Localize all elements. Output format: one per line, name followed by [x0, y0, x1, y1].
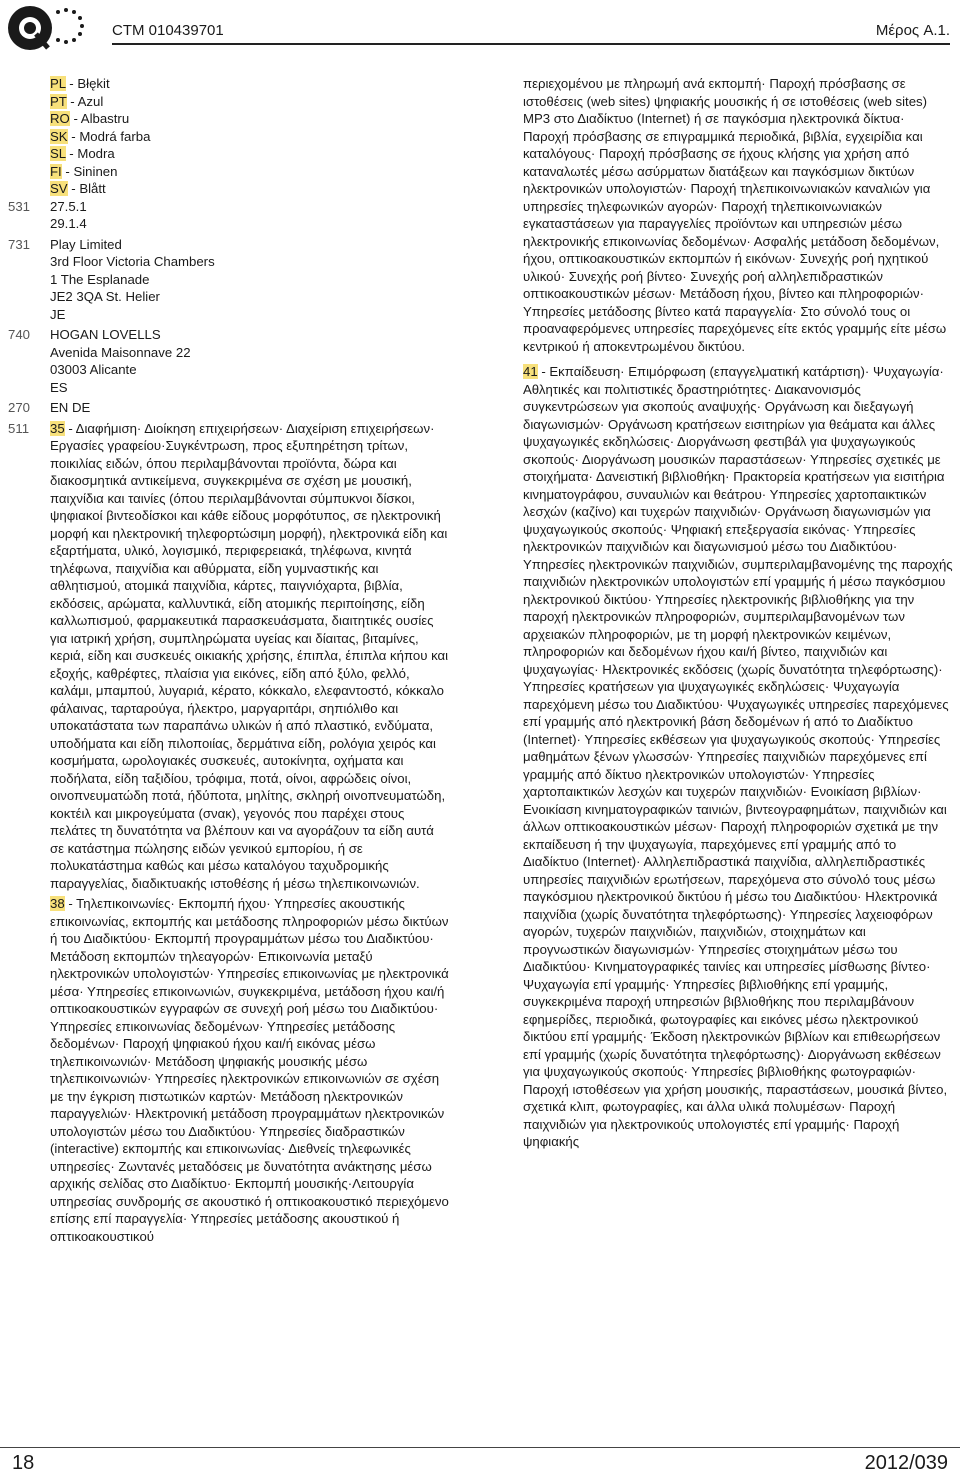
field-731	[0, 236, 450, 324]
color-label: - Błękit	[65, 76, 110, 91]
class-text: - Τηλεπικοινωνίες· Εκπομπή ήχου· Υπηρεσίες ακουστικής επικοινωνίας, εκπομπής και μετάδοσης πληροφοριών μέσω δικτύων ή του Διαδικτύου· Εκπομπή προγραμμάτων μέσω του Διαδικτύου· Μετάδοση εκπομπών τηλεαγορών· Επικοινωνία μεταξύ ηλεκτρονικών υπολογιστών· Υπηρεσίες επικοινωνίας με ηλεκτρονικά μέσα· Υπηρεσίες επικοινωνιών, συγκεκριμένα, μετάδοση ήχου και/ή οπτικοακουστικών εγγραφών σε συνεχή ροή μέσω του Διαδικτύου· Υπηρεσίες επικοινωνίας δεδομένων· Υπηρεσίες μετάδοσης δεδομένων· Παροχή ψηφιακού ήχου και/ή εικόνας μέσω τηλεπικοινωνιών· Μετάδοση ψηφιακής μουσικής μέσω τηλεπικοινωνιών· Υπηρεσίες ηλεκτρονικών επικοινωνιών σε σχέση με την έγκριση πιστωτικών καρτών· Μετάδοση ηλεκτρονικών παραγγελιών· Ηλεκτρονική μετάδοση προγραμμάτων ηλεκτρονικών υπολογιστών μέσω του Διαδικτύου· Υπηρεσίες διαδραστικών (interactive) εκπομπής και επικοινωνίας· Διεθνείς τηλεφωνικές υπηρεσίες· Ζωντανές μεταδόσεις με δυνατότητα ανάκτησης μέσω αρχικής σελίδας στο Διαδίκτυο· Εκπομπή μουσικής·Λειτουργία υπηρεσίας συνδρομής σε ακουστικό ή οπτικοακουστικό περιεχόμενο επίσης επί παραγγελία· Υπηρεσίες μετάδοσης ακουστικού ή οπτικοακουστικού	[50, 896, 449, 1244]
color-label: - Albastru	[69, 111, 130, 126]
class-number: 35	[50, 420, 65, 436]
class-number: 41	[523, 364, 538, 379]
field-line: 3rd Floor Victoria Chambers	[50, 254, 215, 269]
lang-code: SL	[50, 146, 66, 161]
field-value: EN DE	[50, 400, 91, 415]
field-line: 03003 Alicante	[50, 362, 137, 377]
class-number: 38	[50, 896, 65, 911]
class-text: - Διαφήμιση· Διοίκηση επιχειρήσεων· Διαχείριση επιχειρήσεων· Εργασίες γραφείου·Συγκέντρωση, προς εξυπηρέτηση τρίτων, ποικιλίας ειδών, όπου περιλαμβάνονται προϊόντα, δώρα και διακοσμητικά αντικείμενα, συγκεκριμένα σε σχέση με μουσική, παιχνίδια και ταινίες (όπου περιλαμβάνονται σύμπυκνοι δίσκοι, ψηφιακοί βιντεοδίσκοι και κάθε είδους μορφότυπος, σε ηλεκτρονική μορφή και ηλεκτρονική τηλεφορτώσιμη μορφή), ηλεκτρονικά είδη και εξαρτήματα, υλικό, λογισμικό, περιφερειακά, τηλέφωνα, κινητά τηλέφωνα, παιχνίδια και αθύρματα, είδη γυμναστικής και αθλητισμού, ατομικά παιχνίδια, κάρτες, παιγνιόχαρτα, βιβλία, εκδόσεις, αρώματα, καλλυντικά, είδη ατομικής περιποίησης, είδη καλλωπισμού, φαρμακευτικά παρασκευάσματα, διαιτητικές ουσίες για ιατρική χρήση, συμπληρώματα υγείας και δίαιτας, βιταμίνες, κεριά, είδη και συσκευές οικιακής χρήσης, έπιπλα, έπιπλα κήπου και εξοχής, καθρέφτες, πλαίσια για εικόνες, είδη από ξύλο, φελλό, καλάμι, μπαμπού, λυγαριά, κέρατο, κόκκαλο, ελεφαντοστό, κόκκαλο φάλαινας, ταρταρούγα, ήλεκτρο, μαργαριτάρι, σηπιόλιθο και υποκατάστατα των παραπάνω υλικών ή από πλαστικό, ενδύματα, υποδήματα και είδη πιλοποιίας, δερμάτινα είδη, ρολόγια χειρός και κοσμήματα, ωρολογιακές συσκευές, αυτοκίνητα, οχήματα και ποδήλατα, είδη ταξιδίου, τρόφιμα, ποτά, οίνοι, αφρώδεις οίνοι, οινοπνευματώδη ποτά, ήδύποτα, μηλίτης, σκληρή οινοπνευματώδη, κοκτέιλ και μικρογεύματα (σνακ), γεγονός που παρέχει στους πελάτες τη δυνατότητα να βλέπουν και να αγοράζουν τα είδη αυτά σε κατάστημα πώλησης ειδών γενικού εμπορίου, ή σε πολυκατάστημα καθώς και μέσω καταλόγου ταχυδρομικής παραγγελίας, διαδικτυακής ιστοθέσης ή μέσω τηλεπικοινωνιών.	[50, 420, 449, 891]
field-line: 29.1.4	[50, 216, 87, 231]
field-code: 740	[8, 327, 31, 342]
class-38-paragraph	[50, 895, 450, 1245]
lang-code: PL	[50, 76, 66, 91]
color-label: - Blått	[67, 181, 106, 196]
lang-code: SV	[50, 181, 68, 196]
color-label: - Modra	[65, 146, 115, 161]
lang-code: PT	[50, 93, 67, 109]
section-label: Μέρος A.1.	[875, 22, 950, 39]
field-511	[0, 420, 450, 1246]
color-item	[50, 128, 450, 146]
color-item	[50, 180, 450, 198]
field-line: Play Limited	[50, 236, 122, 252]
left-column	[0, 75, 450, 1245]
euipo-logo	[6, 4, 102, 52]
color-item	[50, 145, 450, 163]
lang-code: SK	[50, 128, 68, 144]
field-531	[0, 198, 450, 233]
field-line: ES	[50, 379, 68, 395]
field-line: HOGAN LOVELLS	[50, 327, 161, 342]
document-number: CTM 010439701	[112, 22, 224, 39]
color-label: - Sininen	[61, 163, 118, 179]
footer-rule	[0, 1447, 960, 1448]
lang-code: FI	[50, 163, 62, 179]
field-code: 731	[8, 236, 31, 252]
color-item	[50, 110, 450, 128]
field-line: JE2 3QA St. Helier	[50, 289, 160, 304]
field-line: 27.5.1	[50, 198, 87, 214]
class-35-paragraph	[50, 420, 450, 893]
field-code: 270	[8, 400, 31, 415]
field-line: 1 The Esplanade	[50, 271, 150, 287]
field-740	[0, 326, 450, 396]
color-label: - Modrá farba	[67, 128, 151, 144]
right-column	[523, 75, 953, 1159]
class-41-paragraph	[523, 363, 953, 1151]
field-270	[0, 399, 450, 417]
continued-paragraph: περιεχομένου με πληρωμή ανά εκπομπή· Παροχή πρόσβασης σε ιστοθέσεις (web sites) ψηφιακής μουσικής ή σε ιστοθέσεις (web sites) MP3 στο Διαδίκτυο (Internet) ή σε παγκόσμια ηλεκτρονικά δίκτυα· Παροχή πρόσβασης σε επιγραμμικά περιοδικά, βιβλία, εγχειρίδια και καταλόγους· Παροχή πρόσβασης σε ήχους κλήσης για χρήση από καταναλωτές μέσω ασύρματων διατάξεων και παγκόσμιων δικτύων ηλεκτρονικών υπολογιστών· Παροχή τηλεπικοινωνιακών καναλιών για υπηρεσίες τηλεφωνικών αγορών· Παροχή τηλεπικοινωνιακών εγκαταστάσεων για παραγγελίες προϊόντων και υπηρεσιών μέσω ηλεκτρονικής επικοινωνίας δεδομένων· Ασφαλής μετάδοση δεδομένων, ήχου, οπτικοακουστικών εκπομπών ή εικόνων· Συνεχής ροή ηχητικού υλικού· Συνεχής ροή βίντεο· Συνεχής ροή αλληλεπιδραστικών οπτικοακουστικών μέσων· Μετάδοση ήχου, βίντεο και πληροφοριών· Υπηρεσίες μετάδοσης βίντεο κατά παραγγελία· Στο σύνολό τους οι προαναφερόμενες υπηρεσίες παρεχόμενες είτε εκτός γραμμής είτε μέσω κεντρικού ή αποκεντρωμένου δικτύου.	[523, 76, 947, 354]
field-code: 531	[8, 198, 31, 214]
color-item	[50, 163, 450, 181]
field-code: 511	[8, 420, 30, 436]
page-number: 18	[12, 1452, 35, 1474]
issue-number: 2012/039	[864, 1452, 948, 1474]
header-rule	[112, 43, 950, 45]
color-label: - Azul	[66, 93, 104, 109]
field-line: JE	[50, 306, 66, 322]
color-item	[50, 75, 450, 93]
field-line: Avenida Maisonnave 22	[50, 344, 191, 360]
color-item	[50, 93, 450, 111]
lang-code: RO	[50, 111, 70, 126]
class-text: - Εκπαίδευση· Επιμόρφωση (επαγγελματική κατάρτιση)· Ψυχαγωγία· Αθλητικές και πολιτιστικές δραστηριότητες· Διακανονισμός συγκεντρώσεων για σκοπούς αναψυχής· Οργάνωση και διεξαγωγή διαγωνισμών· Οργάνωση κρατήσεων εισιτηρίων για θεάματα και άλλες ψυχαγωγικές εκδηλώσεις· Διοργάνωση φεστιβάλ για ψυχαγωγικούς σκοπούς· Διοργάνωση μουσικών παραστάσεων· Υπηρεσίες σχετικές με στοιχήματα· Δανειστική βιβλιοθήκη· Πρακτορεία κρατήσεων για εισιτήρια κινηματογράφου, συναυλιών και θεάτρου· Υπηρεσίες χαρτοπαικτικών λεσχών (καζίνο) και τυχερών παιχνιδιών· Οργάνωση διαγωνισμών για ψυχαγωγικούς σκοπούς· Ψηφιακή επεξεργασία εικόνας· Υπηρεσίες ηλεκτρονικών παιχνιδιών και διαγωνισμού μέσω του Διαδικτύου· Υπηρεσίες ηλεκτρονικών παιχνιδιών, συμπεριλαμβανομένης της παροχής παιχνιδιών ηλεκτρονικών υπολογιστών επί γραμμής ή μέσω παγκόσμιου ηλεκτρονικού δικτύου· Υπηρεσίες ηλεκτρονικής βιβλιοθήκης για την παροχή ηλεκτρονικών πληροφοριών, συμπεριλαμβανομένων των αρχειακών πληροφοριών, με τη μορφή ηλεκτρονικών κειμένων, πληροφοριών και δεδομένων ήχου και/ή βίντεο, παιχνιδιών και ψυχαγωγίας· Ηλεκτρονικές εκδόσεις (χωρίς δυνατότητα τηλεφόρτωσης)· Υπηρεσίες κρατήσεων για ψυχαγωγικές εκδηλώσεις· Ψυχαγωγία παρεχόμενη μέσω του Διαδικτύου· Ψυχαγωγικές υπηρεσίες παρεχόμενες επί γραμμής από ηλεκτρονική βάση δεδομένων ή από το Διαδίκτυο (Internet)· Υπηρεσίες εκθέσεων για ψυχαγωγικούς σκοπούς· Υπηρεσίες μαθημάτων ξένων γλωσσών· Υπηρεσίες παιχνιδιών παρεχόμενες επί γραμμής από δίκτυο ηλεκτρονικών υπολογιστών· Υπηρεσίες χαρτοπαικτικών λεσχών και τυχερών παιχνιδιών· Ενοικίαση βιβλίων· Ενοικίαση κινηματογραφικών ταινιών, βιντεογραφημάτων, παιχνιδιών και άλλων οπτικοακουστικών μέσων· Παροχή πληροφοριών σχετικά με την εκπαίδευση ή την ψυχαγωγία, παρεχόμενες επί γραμμής από το Διαδίκτυο (Internet)· Αλληλεπιδραστικά παιχνίδια, αλληλεπιδραστικές υπηρεσίες παιχνιδιών ερωτήσεων, παρεχόμενα στο σύνολό τους μέσω παγκόσμιου ηλεκτρονικού δικτύου ή μέσω του Διαδικτύου· Ηλεκτρονικά παιχνίδια (χωρίς δυνατότητα τηλεφόρτωσης)· Υπηρεσίες λαχειοφόρων αγορών, τυχερών παιχνιδιών, παιχνιδιών, στοιχημάτων και προγνωστικών διαγωνισμών· Υπηρεσίες στοιχημάτων μέσω του Διαδικτύου· Κινηματογραφικές ταινίες και υπηρεσίες μίσθωσης βίντεο· Ψυχαγωγία επί γραμμής· Υπηρεσίες βιβλιοθήκης επί γραμμής, συγκεκριμένα παροχή υπηρεσιών βιβλιοθήκης που περιλαμβάνουν εφημερίδες, περιοδικά, φωτογραφίες και εικόνες μέσω ηλεκτρονικού δικτύου επί γραμμής· Έκδοση ηλεκτρονικών βιβλίων και επιθεωρήσεων επί γραμμής (χωρίς δυνατότητα τηλεφόρτωσης)· Διοργάνωση εκθέσεων για ψυχαγωγικούς σκοπούς· Υπηρεσίες βιβλιοθήκης φωτογραφιών· Παροχή ιστοθέσεων για χρήση μουσικής, παραστάσεων, μουσικά βίντεο, σχετικά κλιπ, φωτογραφίες, και άλλα υλικά πολυμέσων· Παροχή παιχνιδιών για ηλεκτρονικούς υπολογιστές επί γραμμής· Παροχή ψηφιακής	[523, 364, 953, 1149]
color-list	[0, 75, 450, 198]
